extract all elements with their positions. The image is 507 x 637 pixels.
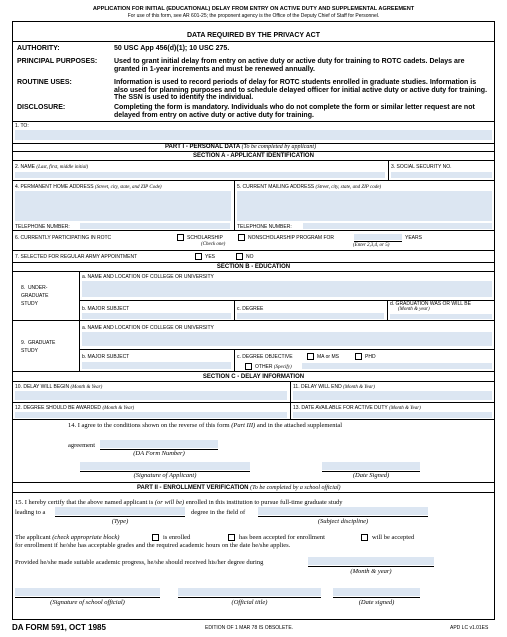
graduation-label: d. GRADUATION WAS OR WILL BE xyxy=(390,301,471,307)
will-be-accepted-label: will be accepted xyxy=(372,534,415,541)
school-signature-field[interactable] xyxy=(15,588,160,596)
purposes-label: PRINCIPAL PURPOSES: xyxy=(17,58,98,65)
enter-note: (Enter 2,3,4, or 5) xyxy=(353,243,390,248)
ssn-field[interactable] xyxy=(391,172,492,178)
delay-end-field[interactable] xyxy=(293,391,492,400)
to-label: 1. TO: xyxy=(15,123,29,129)
college-field[interactable] xyxy=(82,281,492,297)
disclosure-label: DISCLOSURE: xyxy=(17,104,66,111)
grad-college-field[interactable] xyxy=(82,332,492,346)
authority-label: AUTHORITY: xyxy=(17,45,60,52)
ma-checkbox[interactable] xyxy=(307,353,314,360)
nonscholarship-label: NONSCHOLARSHIP PROGRAM FOR xyxy=(248,235,335,241)
college-label: a. NAME AND LOCATION OF COLLEGE OR UNIVERSITY xyxy=(82,274,214,280)
applicant-date-field[interactable] xyxy=(322,462,420,470)
name-label: 2. NAME (Last, first, middle initial) xyxy=(15,164,89,170)
check-one-note: (Check one) xyxy=(201,242,226,247)
edition-note: EDITION OF 1 MAR 78 IS OBSOLETE. xyxy=(205,625,294,631)
other-field[interactable] xyxy=(302,363,492,369)
regular-army-label: 7. SELECTED FOR REGULAR ARMY APPOINTMENT xyxy=(15,254,138,260)
to-field[interactable] xyxy=(15,130,492,140)
nonscholarship-checkbox[interactable] xyxy=(238,234,245,241)
school-date-caption: (Date signed) xyxy=(358,599,395,606)
no-label: NO xyxy=(246,254,254,260)
enrollment-condition-text: for enrollment if he/she has acceptable grades and the required academic hours on the date he/she applies. xyxy=(15,542,291,549)
applicant-status-text: The applicant (check appropriate block) xyxy=(15,534,120,541)
years-field[interactable] xyxy=(354,234,402,240)
mail-address-label: 5. CURRENT MAILING ADDRESS (Street, city, state, and ZIP code) xyxy=(237,184,382,190)
date-available-label: 13. DATE AVAILABLE FOR ACTIVE DUTY (Month & Year) xyxy=(293,405,421,411)
agree-text: 14. I agree to the conditions shown on the reverse of this form (Part III) and in the attached supplemental xyxy=(68,422,343,429)
other-label: OTHER (Specify) xyxy=(255,364,292,370)
major-label: b. MAJOR SUBJECT xyxy=(82,306,130,312)
form-title: APPLICATION FOR INITIAL (EDUCATIONAL) DELAY FROM ENTRY ON ACTIVE DUTY AND SUPPLEMENTAL AGREEMENT xyxy=(92,6,415,12)
tel1-label: TELEPHONE NUMBER: xyxy=(15,224,70,230)
grad-major-label: b. MAJOR SUBJECT xyxy=(82,354,130,360)
da-form-number-field[interactable] xyxy=(100,440,218,448)
part2-heading: PART II - ENROLLMENT VERIFICATION (To be completed by a school official) xyxy=(137,485,341,491)
accepted-label: has been accepted for enrollment xyxy=(239,534,325,541)
certify-text: 15. I hereby certify that the above named applicant is (or will be) enrolled in this institution to pursue full-time graduate study xyxy=(15,499,343,506)
tel1-field[interactable] xyxy=(80,223,230,229)
authority-text: 50 USC App 456(d)(1); 10 USC 275. xyxy=(114,45,230,52)
degree-field[interactable] xyxy=(237,313,384,319)
apd-version: APD LC v1.01ES xyxy=(450,625,489,631)
degree-objective-label: c. DEGREE OBJECTIVE xyxy=(237,354,293,360)
graduation-note: (Month & year) xyxy=(398,307,430,312)
name-field[interactable] xyxy=(15,172,385,178)
form-number: DA FORM 591, OCT 1985 xyxy=(12,623,106,632)
section-c-heading: SECTION C - DELAY INFORMATION xyxy=(202,374,305,380)
other-checkbox[interactable] xyxy=(245,363,252,370)
scholarship-label: SCHOLARSHIP xyxy=(187,235,223,241)
grad-study-label: 9. GRADUATE STUDY xyxy=(21,340,56,354)
grad-college-label: a. NAME AND LOCATION OF COLLEGE OR UNIVERSITY xyxy=(82,325,214,331)
enrolled-checkbox[interactable] xyxy=(152,534,159,541)
undergrad-label: 8. UNDER- GRADUATE STUDY xyxy=(21,285,49,307)
routine-text: Information is used to record periods of delay for ROTC students enrolled in graduate studies. Information is also used for planning purposes and to schedule delayed officer for initial active duty or active duty for training. The SSN is used to identify the individual. xyxy=(114,79,488,101)
section-a-heading: SECTION A - APPLICANT IDENTIFICATION xyxy=(193,153,314,159)
applicant-signature-caption: (Signature of Applicant) xyxy=(133,472,197,479)
perm-address-label: 4. PERMANENT HOME ADDRESS (Street, city, state, and ZIP Code) xyxy=(15,184,162,190)
provided-text: Provided he/she made suitable academic progress, he/she should received his/her degree during xyxy=(15,559,264,566)
degree-awarded-field[interactable] xyxy=(15,412,287,418)
da-form-number-caption: (DA Form Number) xyxy=(133,450,185,457)
applicant-date-caption: (Date Signed) xyxy=(352,472,390,479)
delay-begin-label: 10. DELAY WILL BEGIN (Month & Year) xyxy=(15,384,103,390)
yes-label: YES xyxy=(205,254,216,260)
routine-label: ROUTINE USES: xyxy=(17,79,72,86)
degree-label: c. DEGREE xyxy=(237,306,264,312)
years-label: YEARS xyxy=(405,235,422,241)
school-signature-caption: (Signature of school official) xyxy=(50,599,125,606)
delay-end-label: 11. DELAY WILL END (Month & Year) xyxy=(293,384,375,390)
tel2-field[interactable] xyxy=(303,223,492,229)
mail-address-field[interactable] xyxy=(237,191,492,221)
official-title-field[interactable] xyxy=(178,588,321,596)
ssn-label: 3. SOCIAL SECURITY NO. xyxy=(391,164,452,170)
tel2-label: TELEPHONE NUMBER: xyxy=(237,224,292,230)
form-subtitle: For use of this form, see AR 601-25; the proponent agency is the Office of the Deputy Chief of Staff for Personnel. xyxy=(127,13,380,19)
section-b-heading: SECTION B - EDUCATION xyxy=(216,264,291,270)
degree-field-label: degree in the field of xyxy=(191,509,246,516)
grad-major-field[interactable] xyxy=(82,362,231,369)
perm-address-field[interactable] xyxy=(15,191,231,221)
rotc-label: 6. CURRENTLY PARTICIPATING IN ROTC xyxy=(15,235,112,241)
type-caption: (Type) xyxy=(111,518,129,525)
enrolled-label: is enrolled xyxy=(163,534,191,541)
disclosure-text: Completing the form is mandatory. Individuals who do not complete the form or similar letter request are not delayed from entry on active duty or active duty for training. xyxy=(114,104,475,119)
month-year-caption: (Month & year) xyxy=(350,568,392,575)
subject-caption: (Subject discipline) xyxy=(317,518,369,525)
subject-field[interactable] xyxy=(258,507,428,515)
phd-label: PHD xyxy=(365,354,376,360)
agreement-label: agreement xyxy=(68,442,96,449)
applicant-signature-field[interactable] xyxy=(80,462,250,470)
ma-label: MA or MS xyxy=(317,354,339,360)
leading-to-label: leading to a xyxy=(15,509,46,516)
delay-begin-field[interactable] xyxy=(15,391,287,400)
purposes-text: Used to grant initial delay from entry on active duty or active duty for training to ROTC cadets. Delays are granted in 1-year increments and must be renewed annually. xyxy=(114,58,465,73)
scholarship-checkbox[interactable] xyxy=(177,234,184,241)
no-checkbox[interactable] xyxy=(236,253,243,260)
school-date-field[interactable] xyxy=(333,588,420,596)
major-field[interactable] xyxy=(82,313,231,319)
yes-checkbox[interactable] xyxy=(195,253,202,260)
degree-type-field[interactable] xyxy=(55,507,185,515)
official-title-caption: (Official title) xyxy=(231,599,268,606)
date-available-field[interactable] xyxy=(293,412,492,418)
phd-checkbox[interactable] xyxy=(355,353,362,360)
accepted-checkbox[interactable] xyxy=(228,534,235,541)
graduation-field[interactable] xyxy=(390,314,492,319)
will-be-accepted-checkbox[interactable] xyxy=(361,534,368,541)
privacy-heading: DATA REQUIRED BY THE PRIVACY ACT xyxy=(186,32,320,39)
part1-heading: PART I - PERSONAL DATA (To be completed by applicant) xyxy=(165,144,317,150)
degree-awarded-label: 12. DEGREE SHOULD BE AWARDED (Month & Year) xyxy=(15,405,135,411)
degree-date-field[interactable] xyxy=(308,557,434,565)
